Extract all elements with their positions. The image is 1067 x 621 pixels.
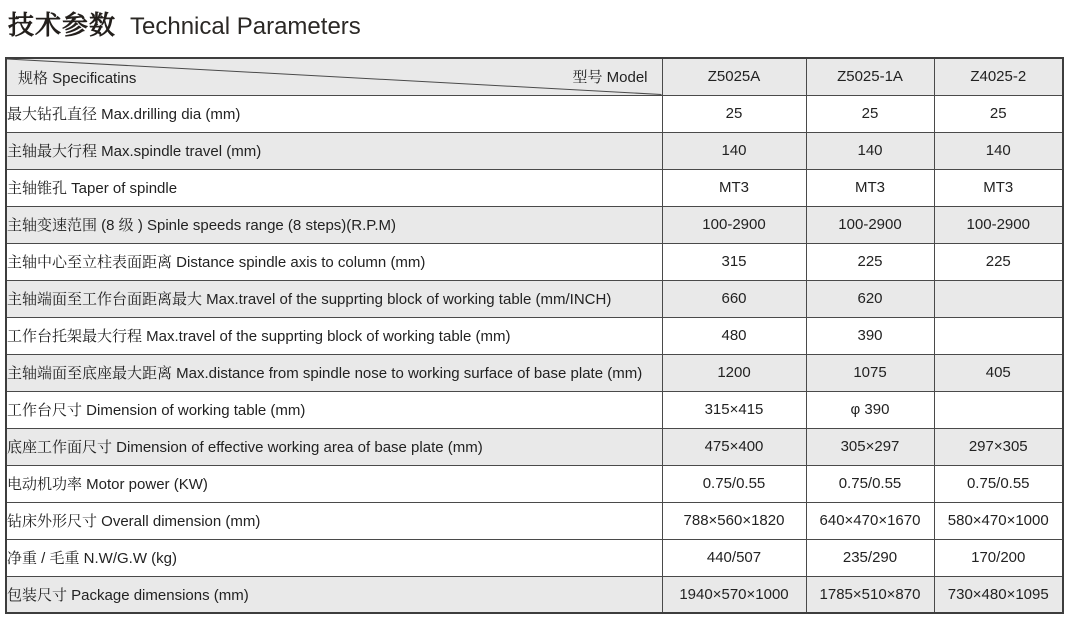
value-cell: 440/507 xyxy=(662,539,806,576)
spec-label-cell: 包装尺寸 Package dimensions (mm) xyxy=(6,576,662,613)
value-cell: 225 xyxy=(934,243,1063,280)
value-cell: 305×297 xyxy=(806,428,934,465)
table-row xyxy=(6,280,1063,317)
table-row xyxy=(6,317,1063,354)
page-title-chinese: 技术参数 xyxy=(8,10,117,40)
table-row xyxy=(6,576,1063,613)
value-cell: 100-2900 xyxy=(934,206,1063,243)
table-row xyxy=(6,169,1063,206)
spec-label-cell: 电动机功率 Motor power (KW) xyxy=(6,465,662,502)
value-cell: 0.75/0.55 xyxy=(662,465,806,502)
value-cell: 788×560×1820 xyxy=(662,502,806,539)
spec-label-cell: 主轴中心至立柱表面距离 Distance spindle axis to column (mm) xyxy=(6,243,662,280)
value-cell: 25 xyxy=(934,95,1063,132)
technical-parameters-table xyxy=(5,57,1064,614)
spec-header-label: 规格 Specificatins xyxy=(18,69,137,87)
table-row xyxy=(6,502,1063,539)
value-cell: 315 xyxy=(662,243,806,280)
table-row xyxy=(6,132,1063,169)
table-header-row xyxy=(6,58,1063,95)
table-row xyxy=(6,539,1063,576)
value-cell: 660 xyxy=(662,280,806,317)
table-row xyxy=(6,206,1063,243)
spec-label-cell: 工作台托架最大行程 Max.travel of the supprting block of working table (mm) xyxy=(6,317,662,354)
spec-label-cell: 钻床外形尺寸 Overall dimension (mm) xyxy=(6,502,662,539)
value-cell: 475×400 xyxy=(662,428,806,465)
value-cell: 225 xyxy=(806,243,934,280)
value-cell: 1940×570×1000 xyxy=(662,576,806,613)
column-header-model-2: Z5025-1A xyxy=(806,58,934,95)
value-cell: 25 xyxy=(806,95,934,132)
value-cell: 25 xyxy=(662,95,806,132)
value-cell: 1785×510×870 xyxy=(806,576,934,613)
value-cell: 405 xyxy=(934,354,1063,391)
value-cell: 620 xyxy=(806,280,934,317)
value-cell: MT3 xyxy=(662,169,806,206)
value-cell: 580×470×1000 xyxy=(934,502,1063,539)
spec-label-cell: 主轴最大行程 Max.spindle travel (mm) xyxy=(6,132,662,169)
table-row xyxy=(6,243,1063,280)
table-row xyxy=(6,95,1063,132)
spec-label-cell: 主轴变速范围 (8 级 ) Spinle speeds range (8 steps)(R.P.M) xyxy=(6,206,662,243)
value-cell: 730×480×1095 xyxy=(934,576,1063,613)
value-cell: 235/290 xyxy=(806,539,934,576)
value-cell: 140 xyxy=(806,132,934,169)
page-title xyxy=(8,5,361,42)
value-cell: φ 390 xyxy=(806,391,934,428)
table-row xyxy=(6,465,1063,502)
spec-label-cell: 主轴端面至底座最大距离 Max.distance from spindle nose to working surface of base plate (mm) xyxy=(6,354,662,391)
value-cell: 315×415 xyxy=(662,391,806,428)
value-cell: 0.75/0.55 xyxy=(934,465,1063,502)
value-cell: 1075 xyxy=(806,354,934,391)
page-title-english: Technical Parameters xyxy=(130,13,361,40)
column-header-model-1: Z5025A xyxy=(662,58,806,95)
value-cell: 1200 xyxy=(662,354,806,391)
value-cell xyxy=(934,280,1063,317)
table-row xyxy=(6,354,1063,391)
spec-label-cell: 主轴端面至工作台面距离最大 Max.travel of the supprting block of working table (mm/INCH) xyxy=(6,280,662,317)
spec-label-cell: 工作台尺寸 Dimension of working table (mm) xyxy=(6,391,662,428)
value-cell: 100-2900 xyxy=(662,206,806,243)
value-cell: MT3 xyxy=(934,169,1063,206)
value-cell: 480 xyxy=(662,317,806,354)
value-cell: 140 xyxy=(662,132,806,169)
value-cell: 297×305 xyxy=(934,428,1063,465)
value-cell: 0.75/0.55 xyxy=(806,465,934,502)
column-header-model-3: Z4025-2 xyxy=(934,58,1063,95)
value-cell xyxy=(934,391,1063,428)
table-row xyxy=(6,391,1063,428)
value-cell: 140 xyxy=(934,132,1063,169)
table-row xyxy=(6,428,1063,465)
spec-label-cell: 最大钻孔直径 Max.drilling dia (mm) xyxy=(6,95,662,132)
spec-label-cell: 净重 / 毛重 N.W/G.W (kg) xyxy=(6,539,662,576)
value-cell: 390 xyxy=(806,317,934,354)
value-cell: 170/200 xyxy=(934,539,1063,576)
value-cell: 100-2900 xyxy=(806,206,934,243)
value-cell: MT3 xyxy=(806,169,934,206)
spec-label-cell: 底座工作面尺寸 Dimension of effective working area of base plate (mm) xyxy=(6,428,662,465)
model-header-label: 型号 Model xyxy=(572,69,648,86)
spec-model-diagonal-cell xyxy=(6,58,662,95)
spec-label-cell: 主轴锥孔 Taper of spindle xyxy=(6,169,662,206)
value-cell xyxy=(934,317,1063,354)
value-cell: 640×470×1670 xyxy=(806,502,934,539)
